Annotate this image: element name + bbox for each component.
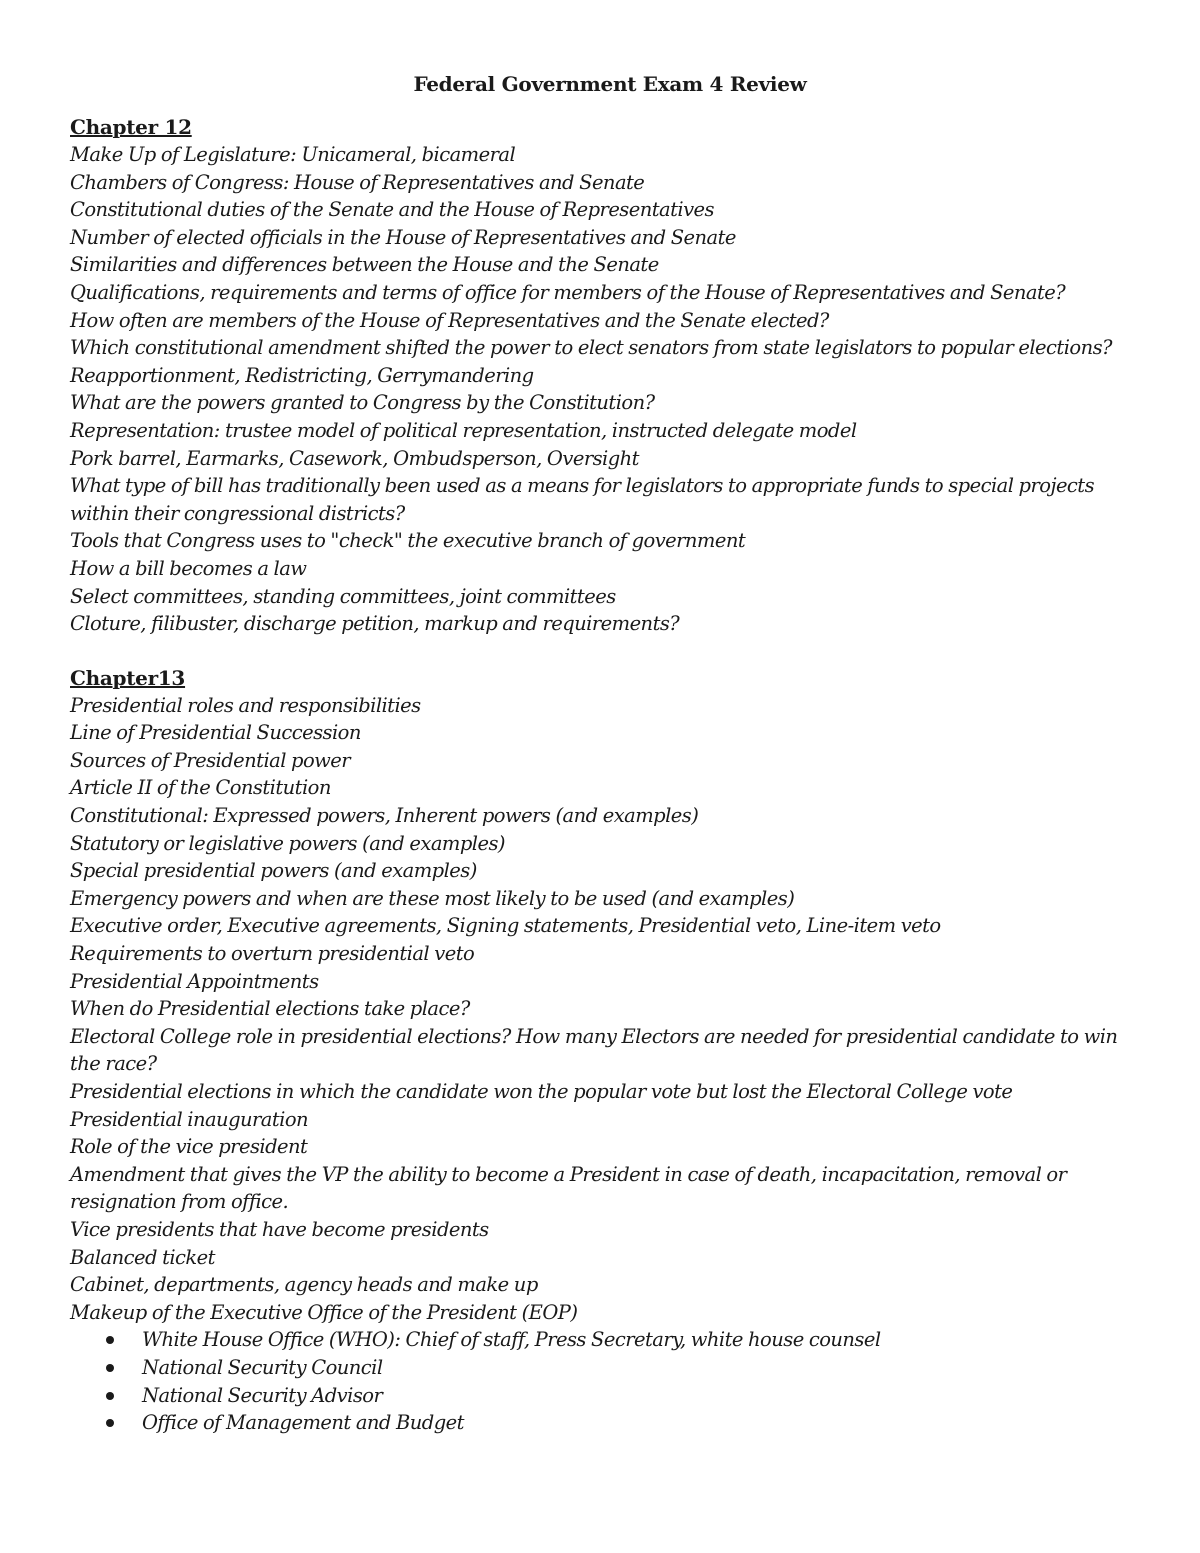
bullet-item-text: National Security Council — [142, 1355, 383, 1379]
list-item: Which constitutional amendment shifted the power to elect senators from state legislators to popular elections? — [70, 336, 1112, 360]
list-item: Qualifications, requirements and terms of office for members of the House of Representatives and Senate? — [70, 280, 1066, 304]
bullet-item — [142, 1409, 1150, 1437]
chapter-13-heading: Chapter13 — [70, 665, 186, 690]
list-item: Executive order, Executive agreements, Signing statements, Presidential veto, Line-item veto — [70, 914, 941, 938]
list-item: Presidential roles and responsibilities — [70, 693, 421, 717]
list-item: Tools that Congress uses to "check" the executive branch of government — [70, 529, 746, 553]
list-item: Reapportionment, Redistricting, Gerrymandering — [70, 363, 534, 387]
bullet-item-text: White House Office (WHO): Chief of staff, Press Secretary, white house counsel — [142, 1328, 881, 1352]
chapter-12-topic-list — [70, 141, 1150, 638]
chapter-13-topic-list — [70, 692, 1150, 1327]
chapter-13-section — [70, 665, 1150, 1437]
list-item: When do Presidential elections take place? — [70, 997, 470, 1021]
list-item: What are the powers granted to Congress by the Constitution? — [70, 391, 655, 415]
bullet-item-text: National Security Advisor — [142, 1383, 383, 1407]
list-item: Statutory or legislative powers (and examples) — [70, 831, 505, 855]
list-item: Emergency powers and when are these most likely to be used (and examples) — [70, 886, 795, 910]
list-item: Make Up of Legislature: Unicameral, bicameral — [70, 143, 516, 166]
list-item: Article II of the Constitution — [70, 776, 331, 800]
list-item: Chambers of Congress: House of Representatives and Senate — [70, 170, 645, 194]
eop-bullet-list — [70, 1326, 1150, 1436]
list-item: Representation: trustee model of political representation, instructed delegate model — [70, 418, 857, 442]
list-item: Amendment that gives the VP the ability to become a President in case of death, incapacitation, removal or resignation from office. — [70, 1162, 1067, 1214]
list-item: Vice presidents that have become presidents — [70, 1217, 489, 1241]
list-item: Cloture, filibuster, discharge petition, markup and requirements? — [70, 612, 680, 636]
list-item: Presidential inauguration — [70, 1107, 309, 1131]
bullet-dot-icon — [106, 1336, 114, 1344]
list-item: Electoral College role in presidential elections? How many Electors are needed for presidential candidate to win the race? — [70, 1024, 1118, 1076]
list-item: Similarities and differences between the House and the Senate — [70, 253, 659, 277]
list-item: Cabinet, departments, agency heads and make up — [70, 1273, 538, 1297]
list-item: How often are members of the House of Representatives and the Senate elected? — [70, 308, 829, 332]
list-item: Number of elected officials in the House of Representatives and Senate — [70, 225, 736, 249]
list-item: Pork barrel, Earmarks, Casework, Ombudsperson, Oversight — [70, 446, 639, 470]
list-item: Makeup of the Executive Office of the President (EOP) — [70, 1300, 578, 1324]
bullet-item — [142, 1326, 1150, 1354]
list-item: Balanced ticket — [70, 1245, 215, 1269]
list-item: Sources of Presidential power — [70, 748, 351, 772]
list-item: Requirements to overturn presidential veto — [70, 942, 475, 966]
list-item: Constitutional: Expressed powers, Inherent powers (and examples) — [70, 804, 699, 828]
list-item: Line of Presidential Succession — [70, 721, 361, 745]
list-item: Role of the vice president — [70, 1135, 308, 1159]
list-item: Special presidential powers (and examples) — [70, 859, 477, 883]
bullet-dot-icon — [106, 1392, 114, 1400]
bullet-item — [142, 1382, 1150, 1410]
list-item: How a bill becomes a law — [70, 556, 307, 580]
list-item: Presidential elections in which the candidate won the popular vote but lost the Electoral College vote — [70, 1080, 1013, 1103]
document-page — [70, 70, 1150, 1437]
chapter-12-section — [70, 114, 1150, 638]
list-item: Constitutional duties of the Senate and the House of Representatives — [70, 198, 715, 222]
bullet-dot-icon — [106, 1419, 114, 1427]
list-item: Presidential Appointments — [70, 969, 319, 993]
section-spacer — [70, 638, 1150, 665]
bullet-item — [142, 1354, 1150, 1382]
bullet-item-text: Office of Management and Budget — [142, 1411, 464, 1435]
document-title: Federal Government Exam 4 Review — [413, 72, 807, 96]
chapter-12-heading: Chapter 12 — [70, 115, 192, 139]
list-item: Select committees, standing committees, joint committees — [70, 584, 616, 608]
list-item: What type of bill has traditionally been used as a means for legislators to appropriate funds to special projects within their congressional districts? — [70, 474, 1095, 525]
bullet-dot-icon — [106, 1364, 114, 1372]
